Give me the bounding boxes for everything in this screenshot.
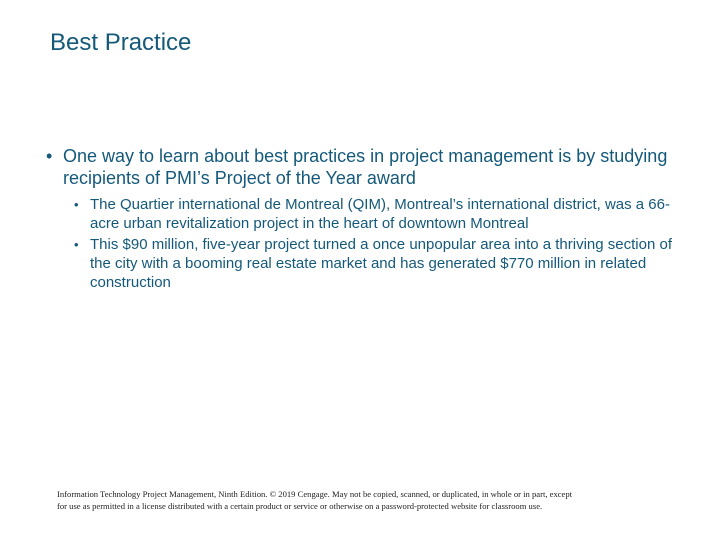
bullet-dot-icon: • [74, 237, 79, 252]
slide-content [46, 145, 686, 294]
sub-bullet-text: The Quartier international de Montreal (QIM), Montreal’s international district, was a 66-acre urban revitalization project in the heart of downtown Montreal [90, 196, 670, 232]
slide-title: Best Practice [50, 29, 192, 56]
sub-bullet-text: This $90 million, five-year project turned a once unpopular area into a thriving section of the city with a booming real estate market and has generated $770 million in related construction [90, 236, 672, 291]
bullet-dot-icon: • [74, 197, 79, 212]
sub-bullet-qim [74, 195, 686, 233]
main-bullet-text: One way to learn about best practices in project management is by studying recipients of PMI’s Project of the Year award [63, 146, 668, 188]
main-bullet [46, 145, 686, 189]
copyright-footer: Information Technology Project Management, Ninth Edition. © 2019 Cengage. May not be copied, scanned, or duplicated, in whole or in part, except for use as permitted in a license distributed with a certain product or service or otherwise on a password-protected website for classroom use. [57, 489, 573, 511]
bullet-dot-icon: • [46, 146, 53, 166]
sub-bullet-project-cost [74, 235, 686, 292]
